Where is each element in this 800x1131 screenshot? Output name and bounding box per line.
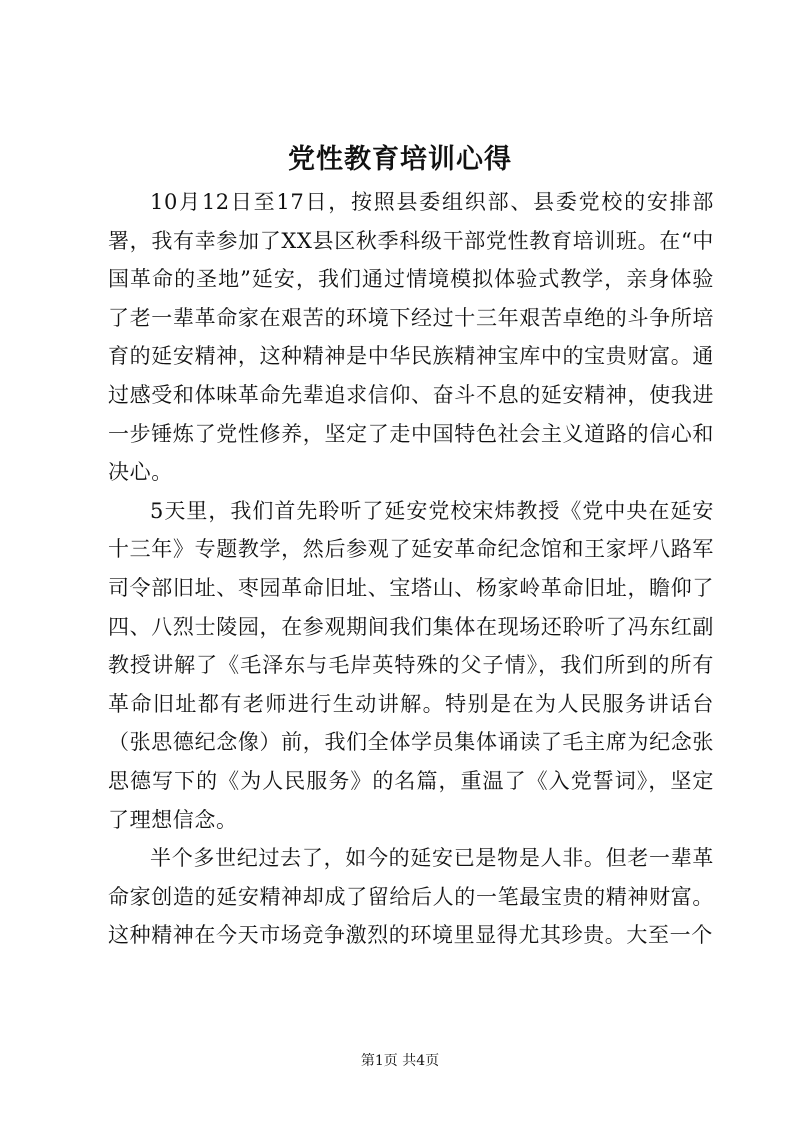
document-body bbox=[108, 183, 714, 955]
paragraph-1: 10月12日至17日，按照县委组织部、县委党校的安排部署，我有幸参加了XX县区秋季科级干部党性教育培训班。在“中国革命的圣地”延安，我们通过情境模拟体验式教学，亲身体验了老一辈革命家在艰苦的环境下经过十三年艰苦卓绝的斗争所培育的延安精神，这种精神是中华民族精神宝库中的宝贵财富。通过感受和体味革命先辈追求信仰、奋斗不息的延安精神，使我进一步锤炼了党性修养，坚定了走中国特色社会主义道路的信心和决心。 bbox=[108, 190, 714, 485]
document-title: 党性教育培训心得 bbox=[288, 144, 512, 175]
page-footer: 第1页 共4页 bbox=[360, 1053, 440, 1069]
paragraph-3: 半个多世纪过去了，如今的延安已是物是人非。但老一辈革命家创造的延安精神却成了留给后人的一笔最宝贵的精神财富。这种精神在今天市场竞争激烈的环境里显得尤其珍贵。大至一个 bbox=[108, 846, 714, 948]
paragraph-2: 5天里，我们首先聆听了延安党校宋炜教授《党中央在延安十三年》专题教学，然后参观了延安革命纪念馆和王家坪八路军司令部旧址、枣园革命旧址、宝塔山、杨家岭革命旧址，瞻仰了四、八烈士陵园，在参观期间我们集体在现场还聆听了冯东红副教授讲解了《毛泽东与毛岸英特殊的父子情》，我们所到的所有革命旧址都有老师进行生动讲解。特别是在为人民服务讲话台（张思德纪念像）前，我们全体学员集体诵读了毛主席为纪念张思德写下的《为人民服务》的名篇，重温了《入党誓词》，坚定了理想信念。 bbox=[108, 498, 714, 832]
